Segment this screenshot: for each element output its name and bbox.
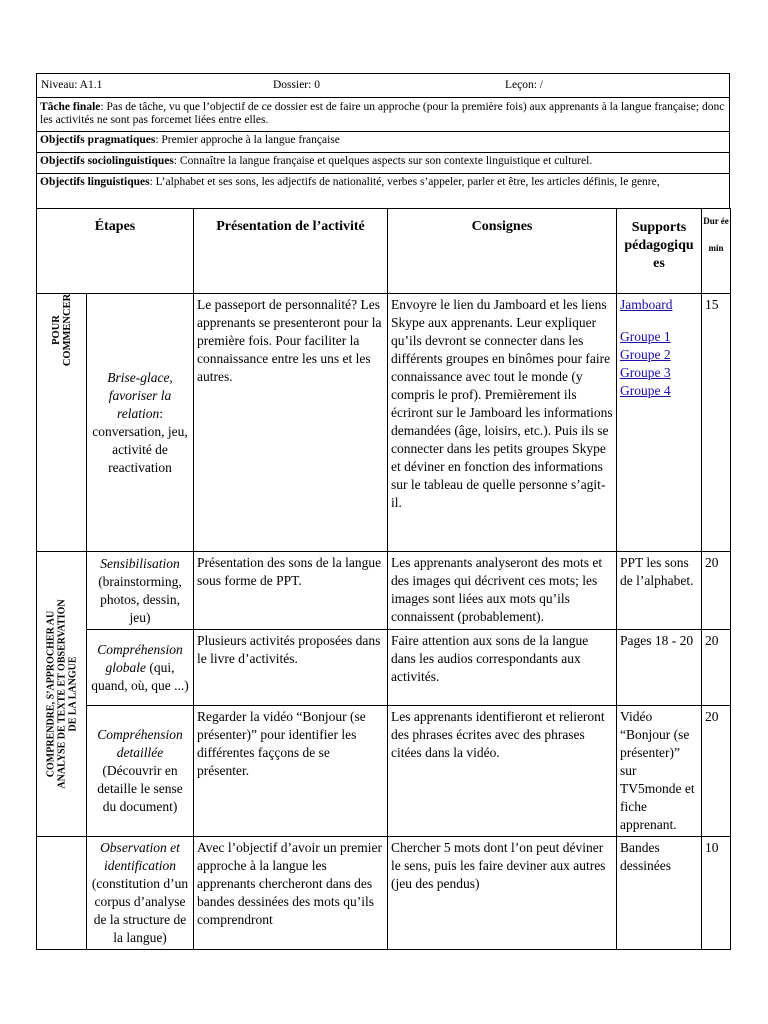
tache-text: : Pas de tâche, vu que l’objectif de ce dossier est de faire un approche (pour la première fois) aux apprenants à la langue française; donc les activités ne sont pas forcemet liées entre elles. — [40, 101, 725, 126]
presentation-cell: Avec l’objectif d’avoir un premier approche à la langue les apprenants chercheront dans des bandes dessinées des mots qu’ils comprendront — [194, 837, 388, 950]
col-etapes: Étapes — [37, 209, 194, 294]
column-headers — [37, 209, 731, 294]
presentation-cell: Regarder la vidéo “Bonjour (se présenter)” pour identifier les différentes faççons de se présenter. — [194, 706, 388, 837]
consignes-cell: Faire attention aux sons de la langue dans les audios correspondants aux activités. — [388, 630, 617, 706]
duree-cell: 15 — [702, 294, 731, 552]
duree-cell: 20 — [702, 630, 731, 706]
niveau: Niveau: A1.1 — [41, 79, 103, 91]
consignes-cell: Chercher 5 mots dont l’on peut déviner le sens, puis les faire deviner aux autres (jeu des pendus) — [388, 837, 617, 950]
consignes-cell: Les apprenants identifieront et relieront des phrases écrites avec des phrases citées dans la vidéo. — [388, 706, 617, 837]
jamboard-link[interactable]: Jamboard — [620, 297, 673, 312]
activities-table — [36, 208, 731, 950]
supports-cell: PPT les sons de l’alphabet. — [617, 552, 702, 630]
section-pour-commencer: POUR COMMENCER — [37, 294, 87, 552]
socio-row — [37, 153, 730, 174]
ling-label: Objectifs linguistiques — [40, 176, 150, 188]
stage-cell: Sensibilisation (brainstorming, photos, dessin, jeu) — [87, 552, 194, 630]
consignes-cell: Envoyre le lien du Jamboard et les liens Skype aux apprenants. Leur expliquer qu’ils devront se connecter dans les différents groupes en binômes pour faire connaissance avec tout le monde (y compris le prof). Premièrement ils écriront sur le Jamboard les informations demandées (âge, loisirs, etc.). Puis ils se connecter dans les petits groupes Skype et déviner en fonction des informations sur le tableau de quelle personne s’agit-il. — [388, 294, 617, 552]
pragmatiques-row — [37, 132, 730, 153]
col-presentation: Présentation de l’activité — [194, 209, 388, 294]
section-comprendre: COMPRENDRE, S’APPROCHER AU ANALYSE DE TEXTE ET OBSERVATION DE LA LANGUE — [37, 552, 87, 837]
presentation-cell: Plusieurs activités proposées dans le livre d’activités. — [194, 630, 388, 706]
duree-cell: 10 — [702, 837, 731, 950]
groupe-1-link[interactable]: Groupe 1 — [620, 329, 671, 344]
tache-row — [37, 98, 730, 132]
tache-label: Tâche finale — [40, 101, 101, 113]
ling-row — [37, 174, 730, 209]
lecon: Leçon: / — [505, 79, 543, 91]
table-row — [37, 706, 731, 837]
supports-cell — [617, 294, 702, 552]
section-empty — [37, 837, 87, 950]
groupe-4-link[interactable]: Groupe 4 — [620, 383, 671, 398]
consignes-cell: Les apprenants analyseront des mots et des images qui décrivent ces mots; les images sont liées aux mots qu’ils connaissent (probablement). — [388, 552, 617, 630]
level-row — [37, 74, 730, 98]
duree-cell: 20 — [702, 552, 731, 630]
socio-text: : Connaître la langue française et quelques aspects sur son contexte linguistique et culturel. — [173, 155, 593, 167]
groupe-3-link[interactable]: Groupe 3 — [620, 365, 671, 380]
stage-cell: Observation et identification (constitution d’un corpus d’analyse de la structure de la langue) — [87, 837, 194, 950]
presentation-cell: Présentation des sons de la langue sous forme de PPT. — [194, 552, 388, 630]
presentation-cell: Le passeport de personnalité? Les apprenants se presenteront pour la première fois. Pour faciliter la connaissance entre les uns et les autres. — [194, 294, 388, 552]
supports-cell: Pages 18 - 20 — [617, 630, 702, 706]
table-row — [37, 294, 731, 552]
duree-cell: 20 — [702, 706, 731, 837]
ling-text: : L’alphabet et ses sons, les adjectifs de nationalité, verbes s’appeler, parler et être, les articles définis, le genre, — [149, 176, 660, 188]
groupe-2-link[interactable]: Groupe 2 — [620, 347, 671, 362]
socio-label: Objectifs sociolinguistiques — [40, 155, 174, 167]
pragmatiques-label: Objectifs pragmatiques — [40, 134, 156, 146]
table-row — [37, 552, 731, 630]
col-duree: Dur ée min — [702, 209, 731, 294]
col-supports: Supports pédagogiqu es — [617, 209, 702, 294]
stage-cell: Brise-glace, favoriser la relation: conversation, jeu, activité de reactivation — [87, 294, 194, 552]
pragmatiques-text: : Premier approche à la langue française — [155, 134, 340, 146]
table-row — [37, 837, 731, 950]
header-table — [36, 73, 730, 209]
lesson-plan — [36, 73, 730, 950]
dossier: Dossier: 0 — [273, 79, 320, 91]
col-consignes: Consignes — [388, 209, 617, 294]
stage-cell: Compréhension detaillée (Découvrir en detaille le sense du document) — [87, 706, 194, 837]
supports-cell: Bandes dessinées — [617, 837, 702, 950]
stage-cell: Compréhension globale (qui, quand, où, que ...) — [87, 630, 194, 706]
table-row — [37, 630, 731, 706]
supports-cell: Vidéo “Bonjour (se présenter)” sur TV5monde et fiche apprenant. — [617, 706, 702, 837]
